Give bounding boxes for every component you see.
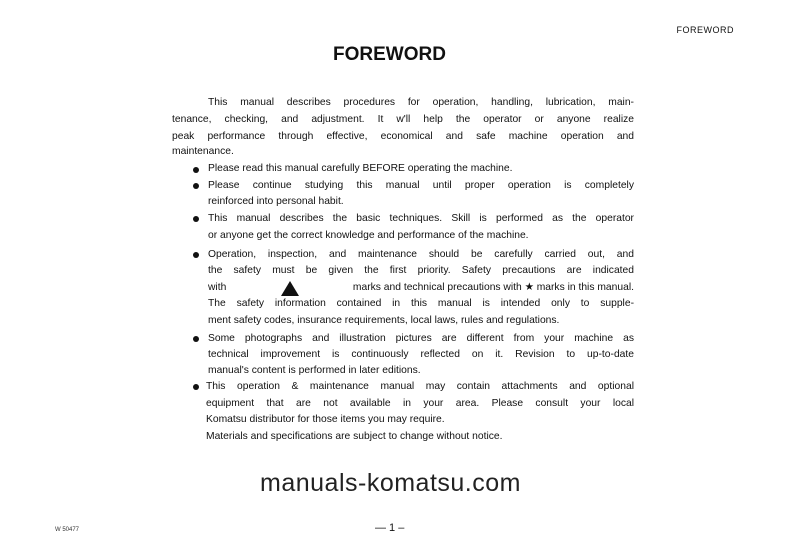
bullet-line: technical improvement is continuously reflected on it. Revision to up-to-date — [208, 349, 634, 360]
intro-line: maintenance. — [172, 146, 234, 157]
bullet-line: manual's content is performed in later editions. — [208, 365, 421, 376]
running-header: FOREWORD — [676, 25, 734, 35]
bullet-line: the safety must be given the first priority. Safety precautions are indicated — [208, 265, 634, 276]
intro-line: peak performance through effective, economical and safe machine operation and — [172, 131, 634, 142]
bullet-icon — [193, 183, 199, 189]
bullet-line: This operation & maintenance manual may contain attachments and optional — [206, 381, 634, 392]
bullet-icon — [193, 252, 199, 258]
bullet-icon — [193, 216, 199, 222]
bullet-line: This manual describes the basic techniques. Skill is performed as the operator — [208, 213, 634, 224]
bullet-line: reinforced into personal habit. — [208, 196, 344, 207]
bullet-line: Please continue studying this manual until proper operation is completely — [208, 180, 634, 191]
bullet-line: Some photographs and illustration pictures are different from your machine as — [208, 333, 634, 344]
with-text: with — [208, 282, 227, 293]
warning-line — [208, 281, 634, 295]
bullet-line: ment safety codes, insurance requirements, local laws, rules and regulations. — [208, 315, 560, 326]
warning-triangle-icon — [281, 281, 299, 296]
watermark: manuals-komatsu.com — [260, 469, 521, 497]
bullet-line: equipment that are not available in your area. Please consult your local — [206, 398, 634, 409]
bullet-icon — [193, 384, 199, 390]
intro-line: This manual describes procedures for operation, handling, lubrication, main- — [208, 97, 634, 108]
bullet-line: The safety information contained in this manual is intended only to supple- — [208, 298, 634, 309]
bullet-icon — [193, 336, 199, 342]
document-code: W 50477 — [55, 527, 80, 533]
page-number: — 1 – — [375, 522, 405, 534]
intro-line: tenance, checking, and adjustment. It w'll help the operator or anyone realize — [172, 114, 634, 125]
closing-line: Materials and specifications are subject to change without notice. — [206, 431, 503, 442]
bullet-icon — [193, 167, 199, 173]
bullet-line: Operation, inspection, and maintenance should be carefully carried out, and — [208, 249, 634, 260]
bullet-line: Please read this manual carefully BEFORE operating the machine. — [208, 163, 513, 174]
bullet-line: Komatsu distributor for those items you may require. — [206, 414, 445, 425]
bullet-line: or anyone get the correct knowledge and performance of the machine. — [208, 230, 529, 241]
warning-line-text: marks and technical precautions with ★ marks in this manual. — [352, 282, 634, 293]
page-title: FOREWORD — [333, 44, 446, 65]
